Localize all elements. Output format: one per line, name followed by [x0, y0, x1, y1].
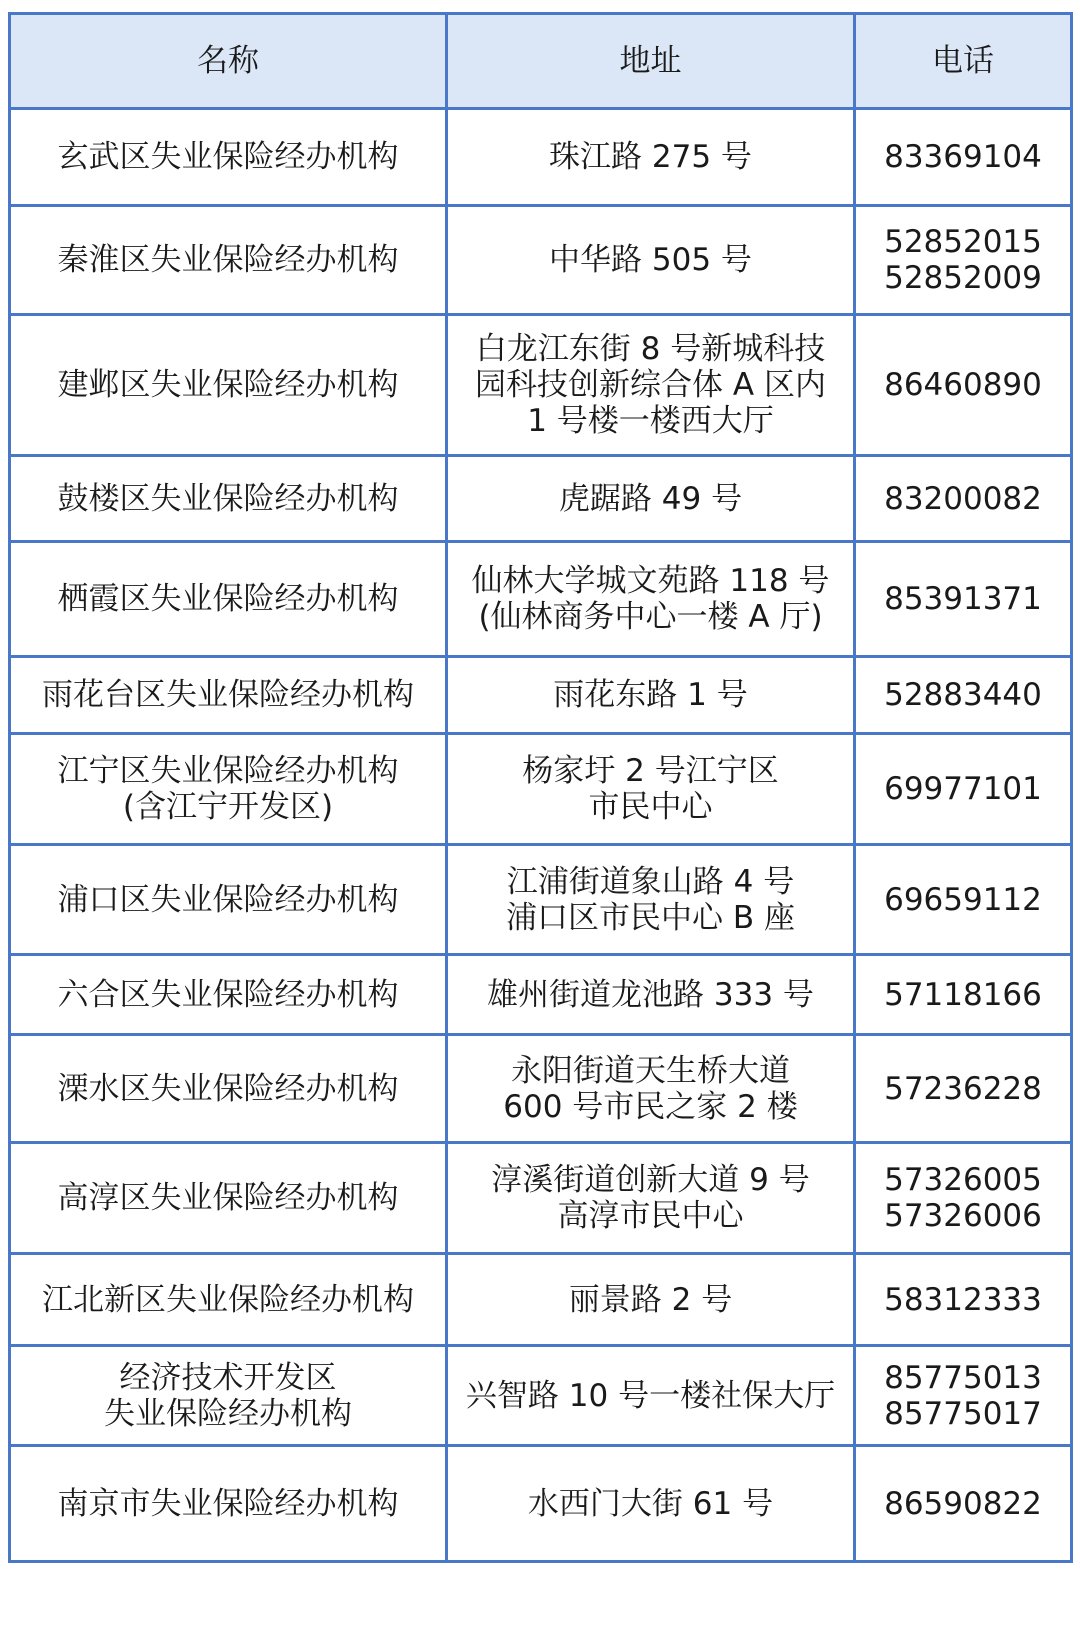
- office-name-cell: [10, 734, 447, 845]
- office-name-cell: [10, 315, 447, 456]
- phone-line: 57326005: [884, 1162, 1042, 1198]
- table-row: [10, 1254, 1072, 1346]
- table-row: [10, 657, 1072, 734]
- office-address-cell: [447, 1346, 855, 1446]
- address-line: 雨花东路 1 号: [553, 677, 748, 713]
- office-address-cell: [447, 657, 855, 734]
- phone-line: 57236228: [884, 1070, 1042, 1107]
- office-name-cell: [10, 955, 447, 1035]
- address-line: 浦口区市民中心 B 座: [506, 899, 795, 936]
- address-line: 兴智路 10 号一楼社保大厅: [465, 1377, 836, 1414]
- office-name-cell: [10, 845, 447, 955]
- table-row: [10, 1446, 1072, 1562]
- table-body: [10, 109, 1072, 1562]
- phone-line: 86590822: [884, 1485, 1042, 1522]
- name-line: 溧水区失业保险经办机构: [57, 1070, 399, 1107]
- name-line: 南京市失业保险经办机构: [57, 1485, 399, 1522]
- address-line: 丽景路 2 号: [568, 1281, 733, 1318]
- office-name-cell: [10, 1143, 447, 1254]
- phone-line: 52852009: [884, 260, 1042, 296]
- office-address-cell: [447, 1035, 855, 1143]
- office-name-cell: [10, 206, 447, 315]
- header-phone: 电话: [855, 14, 1072, 109]
- phone-line: 85775017: [884, 1395, 1042, 1432]
- phone-line: 52852015: [884, 224, 1042, 260]
- office-table-container: [8, 12, 1070, 1563]
- address-line: 中华路 505 号: [549, 242, 752, 278]
- table-row: [10, 109, 1072, 206]
- office-phone-cell: [855, 456, 1072, 542]
- address-line: 1 号楼一楼西大厅: [527, 403, 774, 439]
- office-name-cell: [10, 542, 447, 657]
- phone-line: 58312333: [884, 1281, 1042, 1318]
- phone-line: 83369104: [884, 139, 1042, 175]
- office-address-cell: [447, 734, 855, 845]
- header-name: 名称: [10, 14, 447, 109]
- table-row: [10, 955, 1072, 1035]
- address-line: 白龙江东街 8 号新城科技: [475, 331, 826, 367]
- table-row: [10, 845, 1072, 955]
- office-phone-cell: [855, 734, 1072, 845]
- address-line: 园科技创新综合体 A 区内: [475, 367, 826, 403]
- address-line: 水西门大街 61 号: [527, 1485, 774, 1522]
- phone-line: 83200082: [884, 480, 1042, 517]
- office-name-cell: [10, 1254, 447, 1346]
- name-line: (含江宁开发区): [122, 789, 334, 825]
- office-address-cell: [447, 315, 855, 456]
- name-line: 建邺区失业保险经办机构: [57, 367, 399, 403]
- office-address-cell: [447, 1446, 855, 1562]
- header-address: 地址: [447, 14, 855, 109]
- phone-line: 86460890: [884, 367, 1042, 403]
- name-line: 秦淮区失业保险经办机构: [57, 242, 399, 278]
- name-line: 六合区失业保险经办机构: [57, 976, 399, 1013]
- office-phone-cell: [855, 1254, 1072, 1346]
- address-line: 高淳市民中心: [557, 1198, 744, 1234]
- office-table: [8, 12, 1073, 1563]
- office-phone-cell: [855, 1346, 1072, 1446]
- office-address-cell: [447, 206, 855, 315]
- address-line: 600 号市民之家 2 楼: [503, 1088, 798, 1125]
- office-phone-cell: [855, 206, 1072, 315]
- office-phone-cell: [855, 542, 1072, 657]
- name-line: 雨花台区失业保险经办机构: [42, 677, 414, 713]
- table-row: [10, 1143, 1072, 1254]
- address-line: 雄州街道龙池路 333 号: [487, 976, 814, 1013]
- phone-line: 52883440: [884, 677, 1042, 713]
- phone-line: 85391371: [884, 581, 1042, 617]
- phone-line: 69659112: [884, 881, 1042, 918]
- office-name-cell: [10, 1346, 447, 1446]
- office-phone-cell: [855, 1446, 1072, 1562]
- name-line: 高淳区失业保险经办机构: [57, 1180, 399, 1216]
- address-line: 虎踞路 49 号: [558, 480, 743, 517]
- header-row: [10, 14, 1072, 109]
- address-line: 永阳街道天生桥大道: [511, 1052, 790, 1089]
- table-row: [10, 734, 1072, 845]
- name-line: 失业保险经办机构: [104, 1395, 352, 1432]
- address-line: 杨家圩 2 号江宁区: [522, 753, 779, 789]
- address-line: 江浦街道象山路 4 号: [506, 863, 795, 900]
- address-line: 市民中心: [588, 789, 713, 825]
- table-row: [10, 1346, 1072, 1446]
- office-name-cell: [10, 456, 447, 542]
- office-phone-cell: [855, 657, 1072, 734]
- phone-line: 85775013: [884, 1359, 1042, 1396]
- name-line: 鼓楼区失业保险经办机构: [57, 480, 399, 517]
- address-line: 仙林大学城文苑路 118 号: [471, 563, 830, 599]
- office-address-cell: [447, 955, 855, 1035]
- name-line: 江北新区失业保险经办机构: [42, 1281, 414, 1318]
- address-line: 珠江路 275 号: [549, 139, 752, 175]
- table-row: [10, 456, 1072, 542]
- office-address-cell: [447, 845, 855, 955]
- address-line: 淳溪街道创新大道 9 号: [491, 1162, 810, 1198]
- office-address-cell: [447, 456, 855, 542]
- office-address-cell: [447, 1254, 855, 1346]
- office-name-cell: [10, 109, 447, 206]
- name-line: 玄武区失业保险经办机构: [57, 139, 399, 175]
- name-line: 栖霞区失业保险经办机构: [57, 581, 399, 617]
- office-phone-cell: [855, 845, 1072, 955]
- address-line: (仙林商务中心一楼 A 厅): [478, 599, 823, 635]
- office-phone-cell: [855, 109, 1072, 206]
- office-name-cell: [10, 1035, 447, 1143]
- table-row: [10, 206, 1072, 315]
- office-phone-cell: [855, 1035, 1072, 1143]
- office-address-cell: [447, 109, 855, 206]
- office-name-cell: [10, 657, 447, 734]
- office-phone-cell: [855, 955, 1072, 1035]
- name-line: 浦口区失业保险经办机构: [57, 881, 399, 918]
- office-phone-cell: [855, 315, 1072, 456]
- table-row: [10, 315, 1072, 456]
- phone-line: 57118166: [884, 976, 1042, 1013]
- office-address-cell: [447, 1143, 855, 1254]
- name-line: 经济技术开发区: [119, 1359, 337, 1396]
- phone-line: 69977101: [884, 771, 1042, 807]
- table-row: [10, 542, 1072, 657]
- office-name-cell: [10, 1446, 447, 1562]
- phone-line: 57326006: [884, 1198, 1042, 1234]
- table-header: [10, 14, 1072, 109]
- office-address-cell: [447, 542, 855, 657]
- office-phone-cell: [855, 1143, 1072, 1254]
- table-row: [10, 1035, 1072, 1143]
- name-line: 江宁区失业保险经办机构: [57, 753, 399, 789]
